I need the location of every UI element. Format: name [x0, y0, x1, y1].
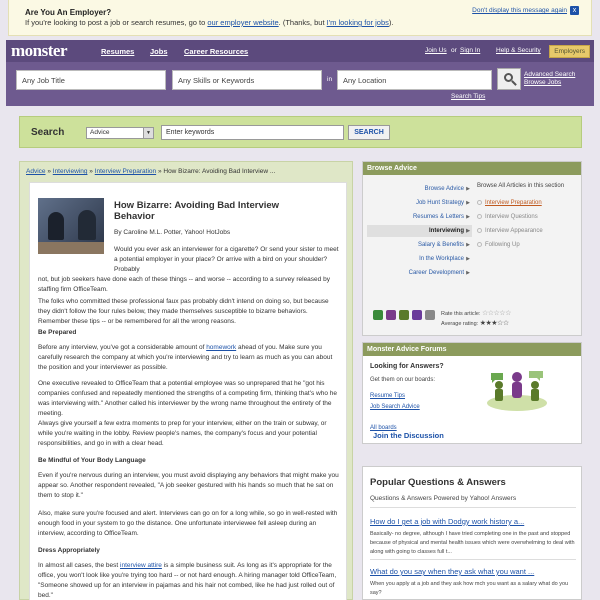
p8-text-after: is a simple business suit. As long as it's appropriate for the office, you won't look like you're trying too hard -- or not hard enough. A hiring manager told OfficeTeam, "Someone showed up for an interview in pajamas and his hair not combed, like he had just rolled out of bed.": [38, 562, 337, 599]
breadcrumb-sep: »: [157, 168, 162, 175]
article-paragraph: Always give yourself a few extra moments to prep for your interview, either on the train or subway, or while you're waiting in the lobby. Review people's names, the company's focus and your potential responsibilities, and go in with a clear head.: [38, 420, 327, 447]
article-link-interview-appearance[interactable]: [477, 228, 543, 234]
employer-banner-title: Are You An Employer?: [25, 8, 112, 17]
article-intro-indented: Would you ever ask an interviewer for a cigarette? Or send your sister to meet a potential employer in your place? Or arrive with a bird on your shoulder? Probably: [114, 246, 339, 273]
article-link-label: Interview Questions: [485, 214, 538, 221]
chevron-right-icon: ▶: [466, 214, 470, 220]
article-paragraph: [38, 561, 340, 600]
article-link-label: Following Up: [485, 242, 520, 249]
rating-block: [441, 309, 511, 329]
browse-item-browse-advice[interactable]: [367, 183, 472, 195]
email-icon[interactable]: [386, 310, 396, 320]
breadcrumb: [26, 168, 275, 175]
forum-link-resume-tips[interactable]: Resume Tips: [370, 393, 406, 399]
browse-item-job-hunt[interactable]: [367, 197, 472, 209]
rate-label: Rate this article:: [441, 311, 481, 317]
article-link-label: Interview Appearance: [485, 228, 543, 235]
looking-for-jobs-link[interactable]: I'm looking for jobs: [326, 18, 389, 27]
photo-person: [78, 210, 96, 240]
nav-jobs[interactable]: Jobs: [150, 47, 168, 56]
nav-career-resources[interactable]: Career Resources: [184, 47, 249, 56]
site-header: [6, 40, 594, 106]
forums-header: Monster Advice Forums: [363, 343, 581, 356]
employer-text-before: If you're looking to post a job or search resumes, go to: [25, 18, 208, 27]
dismiss-label[interactable]: Don't display this message again: [472, 7, 567, 14]
article-link-interview-preparation[interactable]: [477, 200, 542, 206]
employer-text-after: ).: [388, 18, 394, 27]
job-search-button[interactable]: [497, 68, 521, 90]
p3-text-after: ahead of you. Make sure you carefully research the company at which you're interviewing and try to learn as much as you can about the position and your interviewer as possible.: [38, 344, 333, 371]
popular-qa-title: Popular Questions & Answers: [370, 477, 506, 488]
forums-get-them: Get them on our boards:: [370, 377, 436, 383]
sign-in-link[interactable]: Sign In: [460, 47, 481, 54]
employer-banner-text: [25, 18, 394, 27]
popular-qa-panel: [362, 466, 582, 600]
help-security-link[interactable]: Help & Security: [496, 47, 541, 54]
nav-resumes[interactable]: Resumes: [101, 47, 135, 56]
photo-desk: [38, 242, 104, 254]
breadcrumb-sep: »: [47, 168, 51, 175]
article-paragraph: One executive revealed to OfficeTeam that a potential employee was so unprepared that he "got his companies confused and repeatedly mentioned the strengths of a competing firm, thinking that's who he was interviewing with." Another called his interviewer by the wrong name throughout the entirety of the meeting.: [38, 380, 337, 417]
skills-input[interactable]: Any Skills or Keywords: [172, 70, 322, 90]
browse-item-label: Resumes & Letters: [412, 214, 464, 220]
monster-logo[interactable]: monster: [11, 41, 67, 60]
breadcrumb-advice[interactable]: Advice: [26, 168, 46, 175]
join-us-link[interactable]: Join Us: [425, 47, 447, 54]
chevron-right-icon: ▶: [466, 256, 470, 262]
article-link-interview-questions[interactable]: [477, 214, 538, 220]
browse-item-label: Interviewing: [428, 228, 464, 234]
browse-item-workplace[interactable]: [367, 253, 472, 265]
share-icons: [373, 310, 436, 322]
share-icon[interactable]: [373, 310, 383, 320]
qa-question-link[interactable]: What do you say when they ask what you want ...: [370, 567, 535, 576]
average-rating-stars: ★★★☆☆: [479, 320, 509, 327]
browse-item-interviewing[interactable]: [367, 225, 472, 237]
photo-person: [48, 212, 64, 240]
article-column: [19, 161, 353, 600]
location-input[interactable]: Any Location: [337, 70, 492, 90]
qa-answer-text: When you apply at a job and they ask how mch you want as a salary what do you say?: [370, 581, 569, 596]
browse-item-career-development[interactable]: [367, 267, 472, 279]
employer-text-mid: . (Thanks, but: [278, 18, 327, 27]
rate-stars[interactable]: ☆☆☆☆☆: [481, 310, 511, 317]
employers-button[interactable]: Employers: [549, 45, 590, 58]
browse-advice-header: Browse Advice: [363, 162, 581, 175]
close-icon[interactable]: x: [570, 6, 579, 15]
popular-qa-subtitle: Questions & Answers Powered by Yahoo! Answers: [370, 495, 517, 502]
chevron-right-icon: ▶: [466, 200, 470, 206]
article-intro-rest: not, but job seekers have done each of these things -- and worse -- according to a survey released by staffing firm OfficeTeam.: [38, 276, 330, 293]
browse-advice-panel: [362, 161, 582, 336]
average-rating-label: Average rating:: [441, 321, 479, 327]
browse-item-label: Job Hunt Strategy: [415, 200, 464, 206]
save-icon[interactable]: [412, 310, 422, 320]
dismiss-message-link[interactable]: [472, 6, 579, 15]
browse-item-resumes[interactable]: [367, 211, 472, 223]
article-photo: [38, 198, 104, 254]
qa-question-link[interactable]: How do I get a job with Dodgy work history a...: [370, 517, 525, 526]
divider: [370, 507, 576, 508]
p8-text-before: In almost all cases, the best: [38, 562, 121, 569]
article-paragraph: Also, make sure you're focused and alert. Interviews can go on for a long while, so go in well-rested with enough food in your system to go the distance. One unfortunate interviewee fell asleep during an interview, according to OfficeTeam.: [38, 510, 338, 537]
article-paragraph: The folks who committed these professional faux pas probably didn't intend on doing so, but because they didn't follow the four rules below, they made themselves susceptible to bizarre behaviors. Remember these tips -- or be remembered for all the wrong reasons.: [38, 298, 329, 325]
print-icon[interactable]: [425, 310, 435, 320]
search-category-value: Advice: [90, 129, 110, 136]
employer-banner: [8, 0, 592, 36]
join-discussion-link[interactable]: Join the Discussion: [373, 431, 444, 440]
browse-item-salary[interactable]: [367, 239, 472, 251]
homework-link[interactable]: homework: [206, 344, 237, 351]
article-title: How Bizarre: Avoiding Bad Interview Behavior: [114, 200, 280, 222]
browse-item-label: In the Workplace: [419, 256, 464, 262]
keyword-input[interactable]: Enter keywords: [161, 125, 344, 140]
advice-forums-panel: [362, 342, 582, 444]
chevron-right-icon: ▶: [466, 270, 470, 276]
section-heading-be-prepared: Be Prepared: [38, 329, 77, 336]
chevron-right-icon: ▶: [466, 242, 470, 248]
advanced-search-link[interactable]: Advanced Search: [524, 71, 576, 78]
search-tips-link[interactable]: Search Tips: [451, 93, 486, 100]
bullet-icon: [477, 214, 482, 219]
breadcrumb-interview-preparation[interactable]: Interview Preparation: [94, 168, 157, 175]
in-label: in: [327, 76, 333, 83]
article-link-following-up[interactable]: [477, 242, 520, 248]
discussion-people-icon: [485, 367, 549, 413]
article-paragraph: Even if you're nervous during an interview, you must avoid displaying any behaviors that might make you appear so. Another respondent revealed, "A job seeker gestured with his hands so much that he sat on them to stop it.": [38, 472, 339, 499]
bullet-icon: [477, 228, 482, 233]
article-byline: By Caroline M.L. Potter, Yahoo! HotJobs: [114, 229, 231, 236]
article-link-label: Interview Preparation: [485, 200, 542, 207]
employer-website-link[interactable]: our employer website: [207, 18, 279, 27]
right-sidebar: [362, 161, 582, 600]
advice-search-button[interactable]: SEARCH: [348, 125, 390, 140]
browse-item-label: Career Development: [408, 270, 464, 276]
article-paragraph: [38, 343, 340, 373]
divider: [370, 559, 576, 560]
forum-link-job-search[interactable]: Job Search Advice: [370, 404, 420, 410]
chevron-right-icon: ▶: [466, 228, 470, 234]
job-title-input[interactable]: Any Job Title: [16, 70, 166, 90]
browse-item-label: Salary & Benefits: [417, 242, 464, 248]
article-card: [29, 182, 347, 600]
or-text: or: [451, 47, 457, 54]
bullet-icon: [477, 242, 482, 247]
advice-search-label: Search: [31, 127, 65, 138]
interview-attire-link[interactable]: interview attire: [120, 562, 162, 569]
advice-search-bar: [19, 116, 582, 148]
forums-question: Looking for Answers?: [370, 363, 444, 370]
qa-answer-text: Basically- no degree, although I have tried completing one in the past and stopped because of physical and mental health issues which were overwhelming to deal with along with going to classes full t...: [370, 531, 575, 555]
browse-all-articles-label: Browse All Articles in this section: [477, 183, 565, 189]
breadcrumb-sep: »: [89, 168, 93, 175]
chevron-down-icon[interactable]: ▼: [143, 128, 153, 138]
browse-jobs-link[interactable]: Browse Jobs: [524, 79, 562, 86]
p3-text-before: Before any interview, you've got a considerable amount of: [38, 344, 207, 351]
browse-item-label: Browse Advice: [424, 186, 464, 192]
search-icon-handle: [511, 80, 517, 86]
forum-link-all-boards[interactable]: All boards: [370, 425, 397, 431]
breadcrumb-current: How Bizarre: Avoiding Bad Interview ...: [163, 168, 276, 175]
chevron-right-icon: ▶: [466, 186, 470, 192]
search-category-select[interactable]: [86, 127, 154, 139]
breadcrumb-interviewing[interactable]: Interviewing: [52, 168, 88, 175]
bullet-icon: [477, 200, 482, 205]
section-heading-dress: Dress Appropriately: [38, 547, 100, 554]
section-heading-body-language: Be Mindful of Your Body Language: [38, 457, 146, 464]
bookmark-icon[interactable]: [399, 310, 409, 320]
